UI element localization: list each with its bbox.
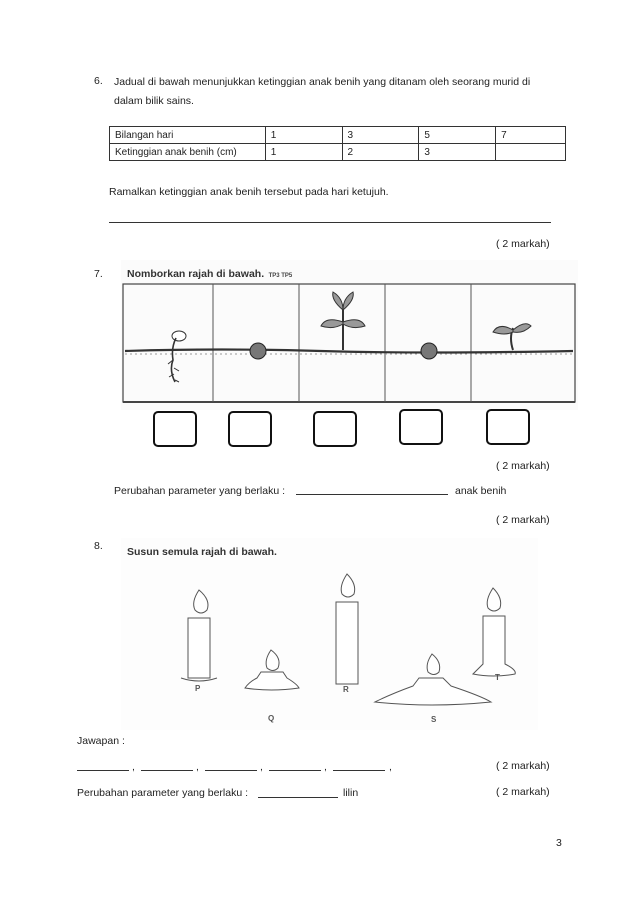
- q8-param-label: Perubahan parameter yang berlaku :: [77, 787, 249, 799]
- table-cell: Bilangan hari: [110, 127, 266, 144]
- table-row: [110, 144, 566, 161]
- q8-param-suffix: lilin: [343, 787, 359, 799]
- q7-answer-box-5[interactable]: [486, 409, 530, 445]
- q8-answer-blank-2[interactable]: [141, 770, 193, 771]
- q7-answer-box-4[interactable]: [399, 409, 443, 445]
- candle-label-r: R: [343, 685, 349, 694]
- q8-answer-blank-5[interactable]: [333, 770, 385, 771]
- table-cell: Ketinggian anak benih (cm): [110, 144, 266, 161]
- table-cell: 5: [419, 127, 496, 144]
- q8-figure-title: Susun semula rajah di bawah.: [127, 546, 277, 558]
- q8-answer-blank-3[interactable]: [205, 770, 257, 771]
- candle-label-t: T: [495, 673, 500, 682]
- seedling-figure: [121, 260, 578, 410]
- q7-answer-box-1[interactable]: [153, 411, 197, 447]
- table-row: [110, 127, 566, 144]
- q7-answer-box-2[interactable]: [228, 411, 272, 447]
- q7-number: 7.: [94, 268, 103, 280]
- q7-answer-box-3[interactable]: [313, 411, 357, 447]
- q7-marks-1: ( 2 markah): [496, 460, 550, 472]
- q8-number: 8.: [94, 540, 103, 552]
- q8-marks-1: ( 2 markah): [496, 760, 550, 772]
- table-cell-answer[interactable]: [496, 144, 566, 161]
- q7-marks-2: ( 2 markah): [496, 514, 550, 526]
- q8-param-answer-line[interactable]: [258, 797, 338, 798]
- seedling-sequence-illustration: [121, 260, 578, 410]
- q8-answer-label: Jawapan :: [77, 735, 125, 747]
- candle-s-drawing: [375, 654, 491, 705]
- q7-param-suffix: anak benih: [455, 485, 507, 497]
- candle-label-p: P: [195, 684, 201, 693]
- page-number: 3: [556, 837, 562, 849]
- candle-r-drawing: [336, 574, 358, 684]
- q7-figure-title: Nomborkan rajah di bawah.: [127, 268, 265, 280]
- table-cell: 2: [342, 144, 419, 161]
- q8-answer-blank-1[interactable]: [77, 770, 129, 771]
- q7-figure-tags: TP3 TP5: [268, 273, 293, 279]
- q6-marks: ( 2 markah): [496, 238, 550, 250]
- table-cell: 1: [265, 144, 342, 161]
- candle-p-drawing: [181, 590, 217, 681]
- table-cell: 7: [496, 127, 566, 144]
- young-plant-drawing: [321, 292, 365, 350]
- q7-param-label: Perubahan parameter yang berlaku :: [114, 485, 286, 497]
- q6-text-line2: dalam bilik sains.: [114, 95, 194, 107]
- germinating-seed-drawing: [168, 331, 186, 382]
- q8-marks-2: ( 2 markah): [496, 786, 550, 798]
- q6-data-table: [109, 126, 566, 161]
- candle-label-s: S: [431, 715, 437, 724]
- q6-text-line1: Jadual di bawah menunjukkan ketinggian anak benih yang ditanam oleh seorang murid di: [114, 76, 531, 88]
- candle-figure: [121, 538, 538, 730]
- q6-answer-line[interactable]: [109, 222, 551, 223]
- table-cell: 3: [419, 144, 496, 161]
- candle-label-q: Q: [268, 714, 275, 723]
- table-cell: 1: [265, 127, 342, 144]
- candle-q-drawing: [245, 650, 299, 690]
- table-cell: 3: [342, 127, 419, 144]
- q8-answer-blank-4[interactable]: [269, 770, 321, 771]
- q6-number: 6.: [94, 75, 103, 87]
- candle-sequence-illustration: [121, 538, 538, 730]
- sprout-drawing: [493, 324, 531, 350]
- q7-param-answer-line[interactable]: [296, 494, 448, 495]
- q6-prompt: Ramalkan ketinggian anak benih tersebut pada hari ketujuh.: [109, 186, 389, 198]
- candle-t-drawing: [473, 588, 515, 676]
